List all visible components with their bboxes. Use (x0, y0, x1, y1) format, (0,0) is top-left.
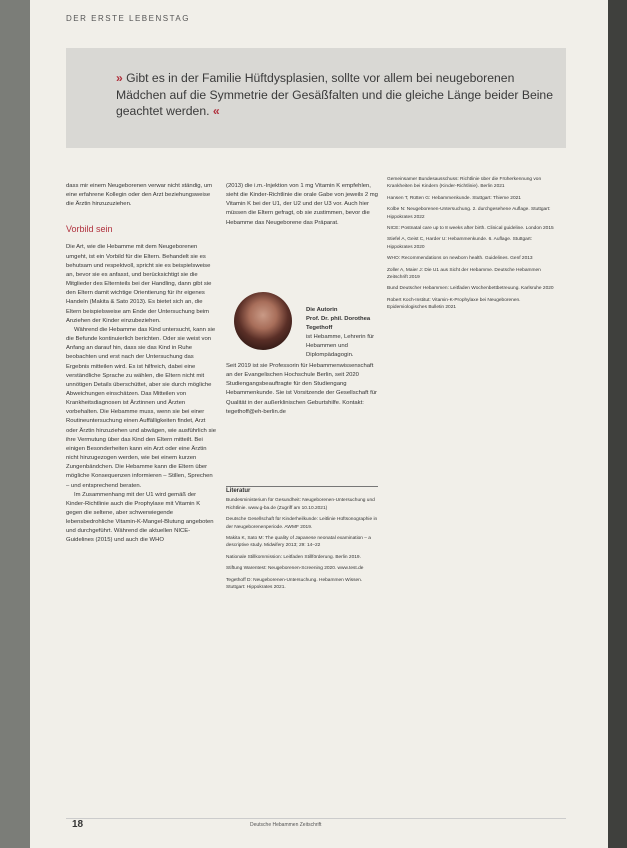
author-photo (234, 292, 292, 350)
running-head: DER ERSTE LEBENSTAG (66, 14, 190, 23)
literature-list (226, 488, 378, 595)
scan-edge (0, 0, 30, 848)
text-column-3-references (387, 176, 555, 316)
reference: Stiftung Warentest: Neugeborenen-Screening 2020. www.test.de (226, 566, 364, 572)
author-text (306, 306, 378, 360)
author-bio: Seit 2019 ist sie Professorin für Hebammenwissenschaft an der Evangelischen Hochschule Berlin, seit 2020 Studiengangsbeauftragte für den Studiengang Hebammenkunde. Sie ist Vorsitzende der Gesellschaft für Qualität in der außerklinischen Geburtshilfe. Kontakt: tegethoff@eh-berlin.de (226, 363, 377, 415)
reference: Tegethoff D: Neugeborenen-Untersuchung. Hebammen Wissen. Stuttgart: Hippokrates 2021. (226, 577, 363, 591)
reference: Zoller A, Maier J: Die U1 aus Sicht der Hebamme. Deutsche Hebammen Zeitschrift 2019 (387, 267, 541, 281)
reference: Stiefel A, Geist C, Harder U: Hebammenkunde. 6. Auflage. Stuttgart: Hippokrates 2020 (387, 237, 533, 250)
reference: Makita K, Sato M: The quality of Japanese neonatal examination – a descriptive study. Midwifery 2013; 29: 14–22 (226, 536, 371, 549)
reference: Gemeinsamer Bundesausschuss: Richtlinie über die Früherkennung von Krankheiten bei Kindern (Kinder-Richtlinie). Berlin 2021 (387, 177, 542, 190)
footer-divider (66, 818, 566, 819)
reference: WHO: Recommendations on newborn health. Guidelines. Genf 2013 (387, 256, 533, 262)
author-intro: ist Hebamme, Lehrerin für Hebammen und Diplompädagogin. (306, 334, 375, 358)
pull-quote-text: Gibt es in der Familie Hüftdysplasien, sollte vor allem bei neugeborenen Mädchen auf die Symmetrie der Gesäßfalten und die gleiche Länge beider Beine geachtet werden. (116, 71, 553, 118)
reference: Kolbe N: Neugeborenen-Untersuchung. 2. durchgesehene Auflage. Stuttgart: Hippokrates 2022 (387, 207, 551, 220)
paragraph: (2013) die i.m.-Injektion von 1 mg Vitamin K empfehlen, sieht die Kinder-Richtlinie die orale Gabe von jeweils 2 mg Vitamin K bei der U1, der U2 und der U3 vor. Auch hier müssen die Eltern gefragt, ob sie zustimmen, bevor die Hebamme das Neugeborene das Präparat. (226, 183, 378, 226)
pull-quote-box (66, 48, 566, 148)
reference: Deutsche Gesellschaft für Kinderheilkunde: Leitlinie Hüftsonographie in der Neugeborenenperiode. AWMF 2019. (226, 517, 378, 530)
reference: Robert Koch-Institut: Vitamin-K-Prophylaxe bei Neugeborenen. Epidemiologisches Bulletin 2021 (387, 297, 521, 311)
reference: NICE: Postnatal care up to 8 weeks after birth. Clinical guideline. London 2015 (387, 226, 554, 232)
section-heading: Vorbild sein (66, 224, 113, 235)
page-number: 18 (72, 819, 84, 830)
binding-gutter (608, 0, 627, 848)
literature-title: Literatur (226, 488, 251, 494)
literature-divider (226, 486, 378, 487)
reference: Bund Deutscher Hebammen: Leitfaden Wochenbettbetreuung. Karlsruhe 2020 (387, 286, 554, 292)
reference: Nationale Stillkommission: Leitfaden Stillförderung. Berlin 2019. (226, 554, 361, 560)
paragraph: dass mir einem Neugeborenen verwar nicht ständig, um eine erfahrene Kollegin oder den Arzt beziehungsweise die Ärztin hinzuzuziehen. (66, 183, 213, 208)
magazine-page (30, 0, 608, 848)
paragraph: Während die Hebamme das Kind untersucht, kann sie die Befunde kontinuierlich berichten. Oder sie weist von Anfang an darauf hin, dass sie das Kind in Ruhe beobachten und erst nach der Untersuchung das Ergebnis mitteilen wird. Es ist hilfreich, dabei eine verständliche Sprache zu wählen, die Eltern nicht mit unnötigen Details überschüttet, aber sie durch mögliche Abweichungen einschätzen. Das Mitteilen von Krankheitsdiagnosen ist Ärztinnen und Ärzten vorbehalten. Die Hebamme muss, wenn sie bei einer Routineuntersuchung einen Auffälligkeiten findet, Arzt oder Ärztin hinzuziehen und abwägen, wie ausführlich sie ihre Vermutung über das Kind den Eltern mitteilt. Bei einigen Besonderheiten kann ein Arzt oder eine Ärztin nicht hinzugezogen werden, wie bei einem kurzen Zungenbändchen. Die Hebamme kann die Eltern über mögliche Konsequenzen informieren – Stillen, Sprechen – und entsprechend beraten. (66, 326, 216, 489)
pull-quote (116, 70, 556, 120)
text-column-2 (226, 182, 378, 228)
author-name: Prof. Dr. phil. Dorothea Tegethoff (306, 316, 371, 331)
quote-open-mark: » (116, 71, 123, 85)
footer-text: Deutsche Hebammen Zeitschrift (250, 822, 322, 828)
reference: Bundesministerium für Gesundheit: Neugeborenen-Untersuchung und Richtlinie. www.g-ba.de (Zugriff am 10.10.2021) (226, 498, 375, 511)
text-column-1 (66, 182, 216, 546)
quote-close-mark: « (212, 104, 220, 118)
reference: Hansen T, Rütten G: Hebammenkunde. Stuttgart: Thieme 2021 (387, 195, 521, 201)
paragraph: Im Zusammenhang mit der U1 wird gemäß der Kinder-Richtlinie auch die Prophylaxe mit Vitamin K gegen die seltene, aber schwerwiegende lebensbedrohliche Vitamin-K-Mangel-Blutung angeboten und durchgeführt. Während die aktuellen NICE-Guidelines (2015) und auch die WHO (66, 491, 214, 544)
paragraph: Die Art, wie die Hebamme mit dem Neugeborenen umgeht, ist ein Vorbild für die Eltern. Behandelt sie es behutsam und respektvoll, spricht sie es beispielsweise an, bevor sie es anfasst, und berücksichtigt sie die Mitglieder des Elternteils bei der Handling, dann gibt sie den Eltern damit wichtige Orientierung für ihr eigenes Handeln (Makita & Sato 2013). Es bietet sich an, die Eltern beispielsweise am Ende der Untersuchung beim Anziehen der Kinder einzubeziehen. (66, 244, 212, 324)
author-label: Die Autorin (306, 307, 338, 313)
